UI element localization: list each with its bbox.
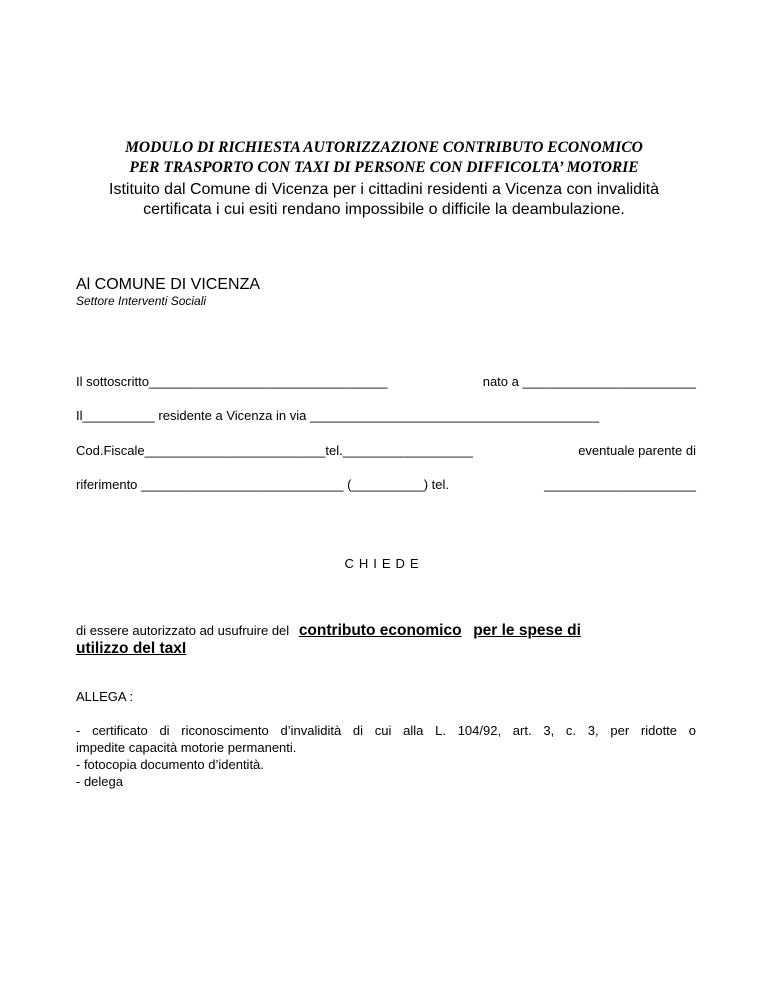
form-line-fiscal-code-left: Cod.Fiscale_________________________tel.__________________ (76, 443, 473, 458)
form-line-address[interactable] (76, 408, 696, 423)
title-line-1: MODULO DI RICHIESTA AUTORIZZAZIONE CONTRIBUTO ECONOMICO (125, 139, 643, 156)
addressee-department: Settore Interventi Sociali (76, 294, 207, 308)
request-bold-3: utilizzo del taxI (76, 640, 187, 657)
addressee-name: Al COMUNE DI VICENZA (76, 276, 261, 293)
form-line-reference-right: _____________________ (544, 477, 696, 492)
chiede-heading: CHIEDE (344, 556, 424, 571)
subtitle-line-1: Istituito dal Comune di Vicenza per i cittadini residenti a Vicenza con invalidità (109, 181, 659, 198)
allega-item-1-line-2: impedite capacità motorie permanenti. (76, 740, 297, 755)
request-paragraph (76, 622, 696, 640)
allega-item-1-line-1: - certificato di riconoscimento d’invalidità di cui alla L. 104/92, art. 3, c. 3, per ridotte o (76, 723, 696, 738)
subtitle-line-2: certificata i cui esiti rendano impossibile o difficile la deambulazione. (143, 201, 625, 218)
request-bold-1: contributo economico (298, 622, 462, 639)
form-line-reference-left: riferimento ____________________________ (__________) tel. (76, 477, 449, 492)
form-line-name-left: Il sottoscritto_________________________________ (76, 374, 388, 389)
request-paragraph-line-2 (76, 640, 696, 658)
form-line-name[interactable] (76, 374, 696, 389)
form-line-fiscal-code[interactable] (76, 443, 696, 458)
allega-item-2: - fotocopia documento d’identità. (76, 757, 264, 772)
form-line-reference[interactable] (76, 477, 696, 492)
form-line-address-left: Il__________ residente a Vicenza in via ________________________________________ (76, 408, 600, 423)
form-line-fiscal-code-right: eventuale parente di (578, 443, 696, 458)
request-bold-2: per le spese di (473, 622, 581, 639)
form-line-name-right: nato a ________________________ (482, 374, 696, 389)
allega-heading: ALLEGA : (76, 689, 134, 704)
allega-item-3: - delega (76, 774, 123, 789)
request-lead: di essere autorizzato ad usufruire del (76, 623, 290, 638)
title-line-2: PER TRASPORTO CON TAXI DI PERSONE CON DIFFICOLTA’ MOTORIE (129, 159, 639, 176)
